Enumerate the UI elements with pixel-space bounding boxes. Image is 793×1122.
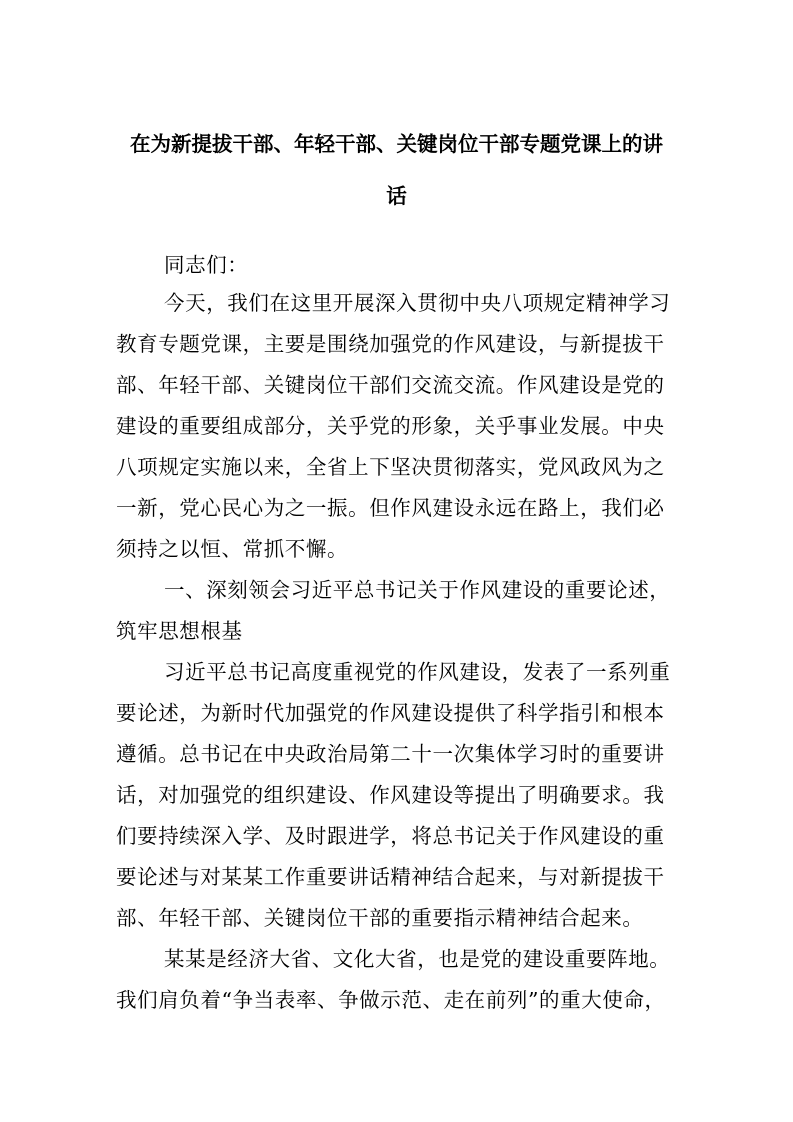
paragraph-line: 部、年轻干部、关键岗位干部的重要指示精神结合起来。 <box>116 906 644 930</box>
paragraph-line: 部、年轻干部、关键岗位干部们交流交流。作风建设是党的 <box>116 373 665 397</box>
paragraph-line: 们要持续深入学、及时跟进学，将总书记关于作风建设的重 <box>116 824 665 848</box>
document-title-line-2: 话 <box>386 184 407 208</box>
paragraph-line: 今天，我们在这里开展深入贯彻中央八项规定精神学习 <box>164 291 671 315</box>
document-title-line-1: 在为新提拔干部、年轻干部、关键岗位干部专题党课上的讲 <box>130 132 663 156</box>
paragraph-line: 须持之以恒、常抓不懈。 <box>116 537 349 561</box>
section-heading-line: 一、深刻领会习近平总书记关于作风建设的重要论述， <box>164 578 671 602</box>
paragraph-line: 话，对加强党的组织建设、作风建设等提出了明确要求。我 <box>116 783 665 807</box>
paragraph-line: 要论述与对某某工作重要讲话精神结合起来，与对新提拔干 <box>116 865 665 889</box>
salutation: 同志们： <box>164 253 249 277</box>
paragraph-line: 某某是经济大省、文化大省，也是党的建设重要阵地。 <box>164 947 671 971</box>
paragraph-line: 要论述，为新时代加强党的作风建设提供了科学指引和根本 <box>116 701 665 725</box>
paragraph-line: 建设的重要组成部分，关乎党的形象，关乎事业发展。中央 <box>116 414 665 438</box>
paragraph-line: 一新，党心民心为之一振。但作风建设永远在路上，我们必 <box>116 496 665 520</box>
paragraph-line: 我们肩负着“争当表率、争做示范、走在前列”的重大使命， <box>116 988 666 1012</box>
paragraph-line: 教育专题党课，主要是围绕加强党的作风建设，与新提拔干 <box>116 332 665 356</box>
paragraph-line: 习近平总书记高度重视党的作风建设，发表了一系列重 <box>164 660 671 684</box>
section-heading-line: 筑牢思想根基 <box>116 619 243 643</box>
paragraph-line: 八项规定实施以来，全省上下坚决贯彻落实，党风政风为之 <box>116 455 665 479</box>
paragraph-line: 遵循。总书记在中央政治局第二十一次集体学习时的重要讲 <box>116 742 665 766</box>
